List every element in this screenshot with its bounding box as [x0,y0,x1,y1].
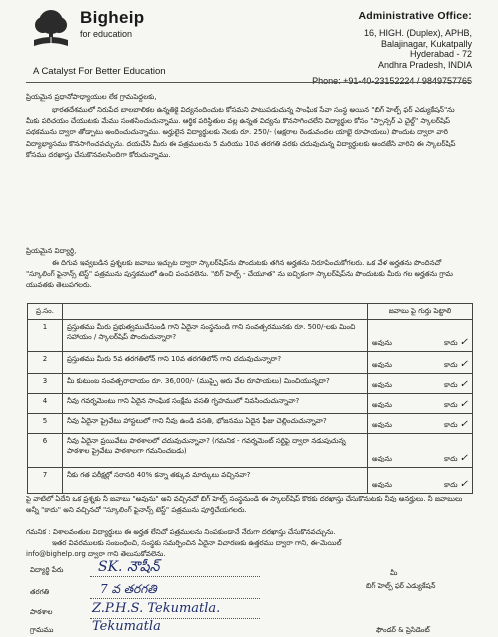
row-number: 4 [28,393,63,413]
row-number: 3 [28,373,63,393]
col-number-header: ప్ర.సం. [28,304,63,320]
address-line: Andhra Pradesh, INDIA [377,59,472,70]
org-signature-label: బిగ్ హెల్ప్ ఫర్ ఎడ్యుకేషన్ [366,582,436,590]
school-value[interactable]: Z.P.H.S. Tekumatla. [92,601,221,616]
address-line: Balajinagar, Kukatpally [380,38,472,49]
contact-email-note: info@bighelp.org ద్వారా గాని తెలుసుకోవలెను. [26,550,166,558]
office-title: Administrative Office: [358,10,472,22]
answer-cell[interactable] [368,319,473,351]
tick-mark: ✓ [459,359,468,370]
col-answer-header: జవాబు పై గుర్తు పెట్టాలి [368,304,473,320]
col-question-header [63,304,368,320]
table-row [28,393,473,413]
school-label: పాఠశాల [30,608,53,616]
village-label: గ్రామము [30,626,54,634]
question-text: నీకు గత పరీక్షల్లో సరాసరి 40% కన్నా తక్కువ మార్కులు వచ్చినవా? [63,467,368,493]
table-header-row [28,304,473,320]
brand-name: Bigheip [80,8,145,27]
yes-option[interactable]: అవును [372,455,392,463]
row-number: 6 [28,433,63,467]
brand-subtitle: for education [80,29,133,39]
yes-option[interactable]: అవును [372,421,392,429]
tick-mark: ✓ [459,479,468,490]
salutation-student: ప్రియమైన విద్యార్థి, [26,247,77,255]
row-number: 2 [28,351,63,373]
intro-paragraph: భారతదేశములో నిరుపేద బాలబాలికల ఉన్నతికై విద్యనందించుట కోసమని పాటుపడుచున్న సాంఘిక సేవా సంస్థ అయిన "బిగ్ హెల్ప్ ఫర్ ఎడ్యుకేషన్"ను మీకు పరిచయం చేయుటకు మేము సంతసించుచున్నాము. ఆర్థిక పరిస్థితుల వల్ల ఉన్నత విద్యను కొనసాగించలేని విద్యార్థుల కోసం "స్పాన్సర్ ఎ చైల్డ్" స్కాలర్‌షిప్ పథకమును ద్వారా తోడ్పాటు అందించుచున్నాము. అర్హులైన విద్యార్థులకు నెలకు రూ. 250/- (అక్షరాల రెండువందల యాభై రూపాయలు) పొందుట ద్వారా వారి విద్యాభ్యాసము కొనసాగించవచ్చును. దయచేసి మీరు ఈ పత్రములను 5 మరియు 10వ తరగతి వరకు చదువుచున్న విద్యార్థులకు అందజేసి వారిని ఈ స్కాలర్‌షిప్ కోసము దరఖాస్తు చేసుకొనవలసిందిగా కోరుచున్నాము. [26,106,456,159]
village-value[interactable]: Tekumatla [92,619,161,634]
question-text: నీవు గవర్నమెంటు గాని ఏదైన సాంఘిక సంక్షేమ వసతి గృహములో నివసించుచున్నావా? [63,393,368,413]
yes-option[interactable]: అవును [372,401,392,409]
answer-cell[interactable] [368,413,473,433]
closing-word: మీ [390,569,398,577]
office-phone: Phone: +91-40-23152224 / 9849757765 [312,76,472,86]
header-divider [26,82,470,83]
answer-cell[interactable] [368,351,473,373]
no-option[interactable]: కాదు [444,421,458,429]
founder-label: ఫౌండర్ & ప్రెసిడెంట్ [376,626,430,634]
tick-mark: ✓ [459,337,468,348]
class-value[interactable]: 7 వ తరగతి [100,582,157,596]
tick-mark: ✓ [459,419,468,430]
table-row [28,433,473,467]
address-line: Hyderabad - 72 [409,49,472,59]
bighelp-logo [28,6,144,52]
tick-mark: ✓ [459,379,468,390]
yes-option[interactable]: అవును [372,339,392,347]
question-text: నీవు ఏదైనా ప్రైవేటు హాస్టలులో గాని నీవు ఉండి వసతి, భోజనము ఏదైన ఫీజు చెల్లించుచున్నావా? [63,413,368,433]
table-row [28,373,473,393]
no-option[interactable]: కాదు [444,381,458,389]
no-option[interactable]: కాదు [444,361,458,369]
address-line: 16, HIGH. (Duplex), APHB, [363,28,472,38]
class-label: తరగతి [30,588,50,596]
answer-cell[interactable] [368,467,473,493]
contact-note: ఇతర వివరములకు సంబంధించి, సంస్థకు సమర్పించిన ఏదైనా విచారణకు ఉత్తరము ద్వారా గాని, ఈ-మెయిల్ [52,539,342,547]
no-option[interactable]: కాదు [444,401,458,409]
student-name-label: విద్యార్థి పేరు [30,566,64,574]
table-row [28,467,473,493]
question-text: ప్రస్తుతము మీరు 5వ తరగతిలోన్ గాని 10వ తరగతిలోన్ గాని చదువుచున్నారా? [63,351,368,373]
table-row [28,413,473,433]
row-number: 5 [28,413,63,433]
salutation-headmaster: ప్రియమైన ప్రధానోపాధ్యాయుల లేక గ్రామపెద్దలకు, [26,93,157,101]
student-name-value[interactable]: SK. నౌషీన్ [98,559,160,575]
table-row [28,351,473,373]
no-option[interactable]: కాదు [444,481,458,489]
tree-book-logo-icon [28,6,74,52]
tick-mark: ✓ [459,453,468,464]
eligibility-note: పై వాటిలో ఏదేని ఒక ప్రశ్నకు నీ జవాబు "అవును" అని వచ్చినచో బిగ్ హెల్ప్ సంస్థనుండి ఈ స్కాలర్‌షిప్ కొరకు దరఖాస్తు చేసుకొనుటకు నీవు అనర్హులు. నీ జవాబులు అన్నీ "కాదు" అని వచ్చినచో "స్కూలింగ్ ఫైనాన్స్ టెస్ట్" పత్రమును పూర్తిచేయగలరు. [26,495,463,515]
answer-cell[interactable] [368,393,473,413]
instruction-paragraph: ఈ దిగువ ఇవ్వబడిన ప్రశ్నలకు జవాబు ఇచ్చుట ద్వారా స్కాలర్‌షిప్‌ను పొందుటకు తగిన అర్హతను నిరూపించుకోగలరు. ఒక వేళ అర్హతను పొందినచో "స్కూలింగ్ ఫైనాన్స్ టెస్ట్" పత్రమును పుస్తకములో ఉంచి పంపవలెను. "బిగ్ హెల్ప్ - చేయూత" ను ఐచ్ఛికంగా స్కాలర్‌షిప్‌ను పొందుటకు మీరు గల అర్హతను గ్రామ యువతకు తెలుపగలరు. [26,259,453,290]
tagline: A Catalyst For Better Education [33,66,166,77]
office-address [312,10,472,86]
yes-option[interactable]: అవును [372,361,392,369]
answer-cell[interactable] [368,373,473,393]
yes-option[interactable]: అవును [372,381,392,389]
no-option[interactable]: కాదు [444,339,458,347]
question-text: నీవు ఏదైనా ప్రయివేటు పాఠశాలలో చదువుచున్నావా? (గమనిక - గవర్నమెంట్ సర్టిఫై ద్వారా నడుపుచున్న పాఠశాల ప్రైవేటు పాఠశాలగా గమనించబడు) [63,433,368,467]
question-text: ప్రస్తుతము మీరు ప్రభుత్వముచేసుండి గాని ఏదైనా సంస్థనుండి గాని సంవత్సరమునకు రూ. 500/-లకు మించి సహాయం / స్కాలర్‌షిప్ పొందుచున్నారా? [63,319,368,351]
yes-option[interactable]: అవును [372,481,392,489]
question-text: మీ కుటుంబ సంవత్సరాదాయం రూ. 36,000/- (ముప్పై ఆరు వేల రూపాయలు) మించియున్నదా? [63,373,368,393]
no-option[interactable]: కాదు [444,455,458,463]
eligibility-table [27,303,473,494]
tick-mark: ✓ [459,399,468,410]
row-number: 1 [28,319,63,351]
special-note: గమనిక : విశాలవంతుల విద్యార్థులు ఈ అర్హత లేనిచో పత్రములను నింపకుండానే నేరుగా దరఖాస్తు చేసుకొనవచ్చును. [26,528,336,536]
table-row [28,319,473,351]
row-number: 7 [28,467,63,493]
answer-cell[interactable] [368,433,473,467]
